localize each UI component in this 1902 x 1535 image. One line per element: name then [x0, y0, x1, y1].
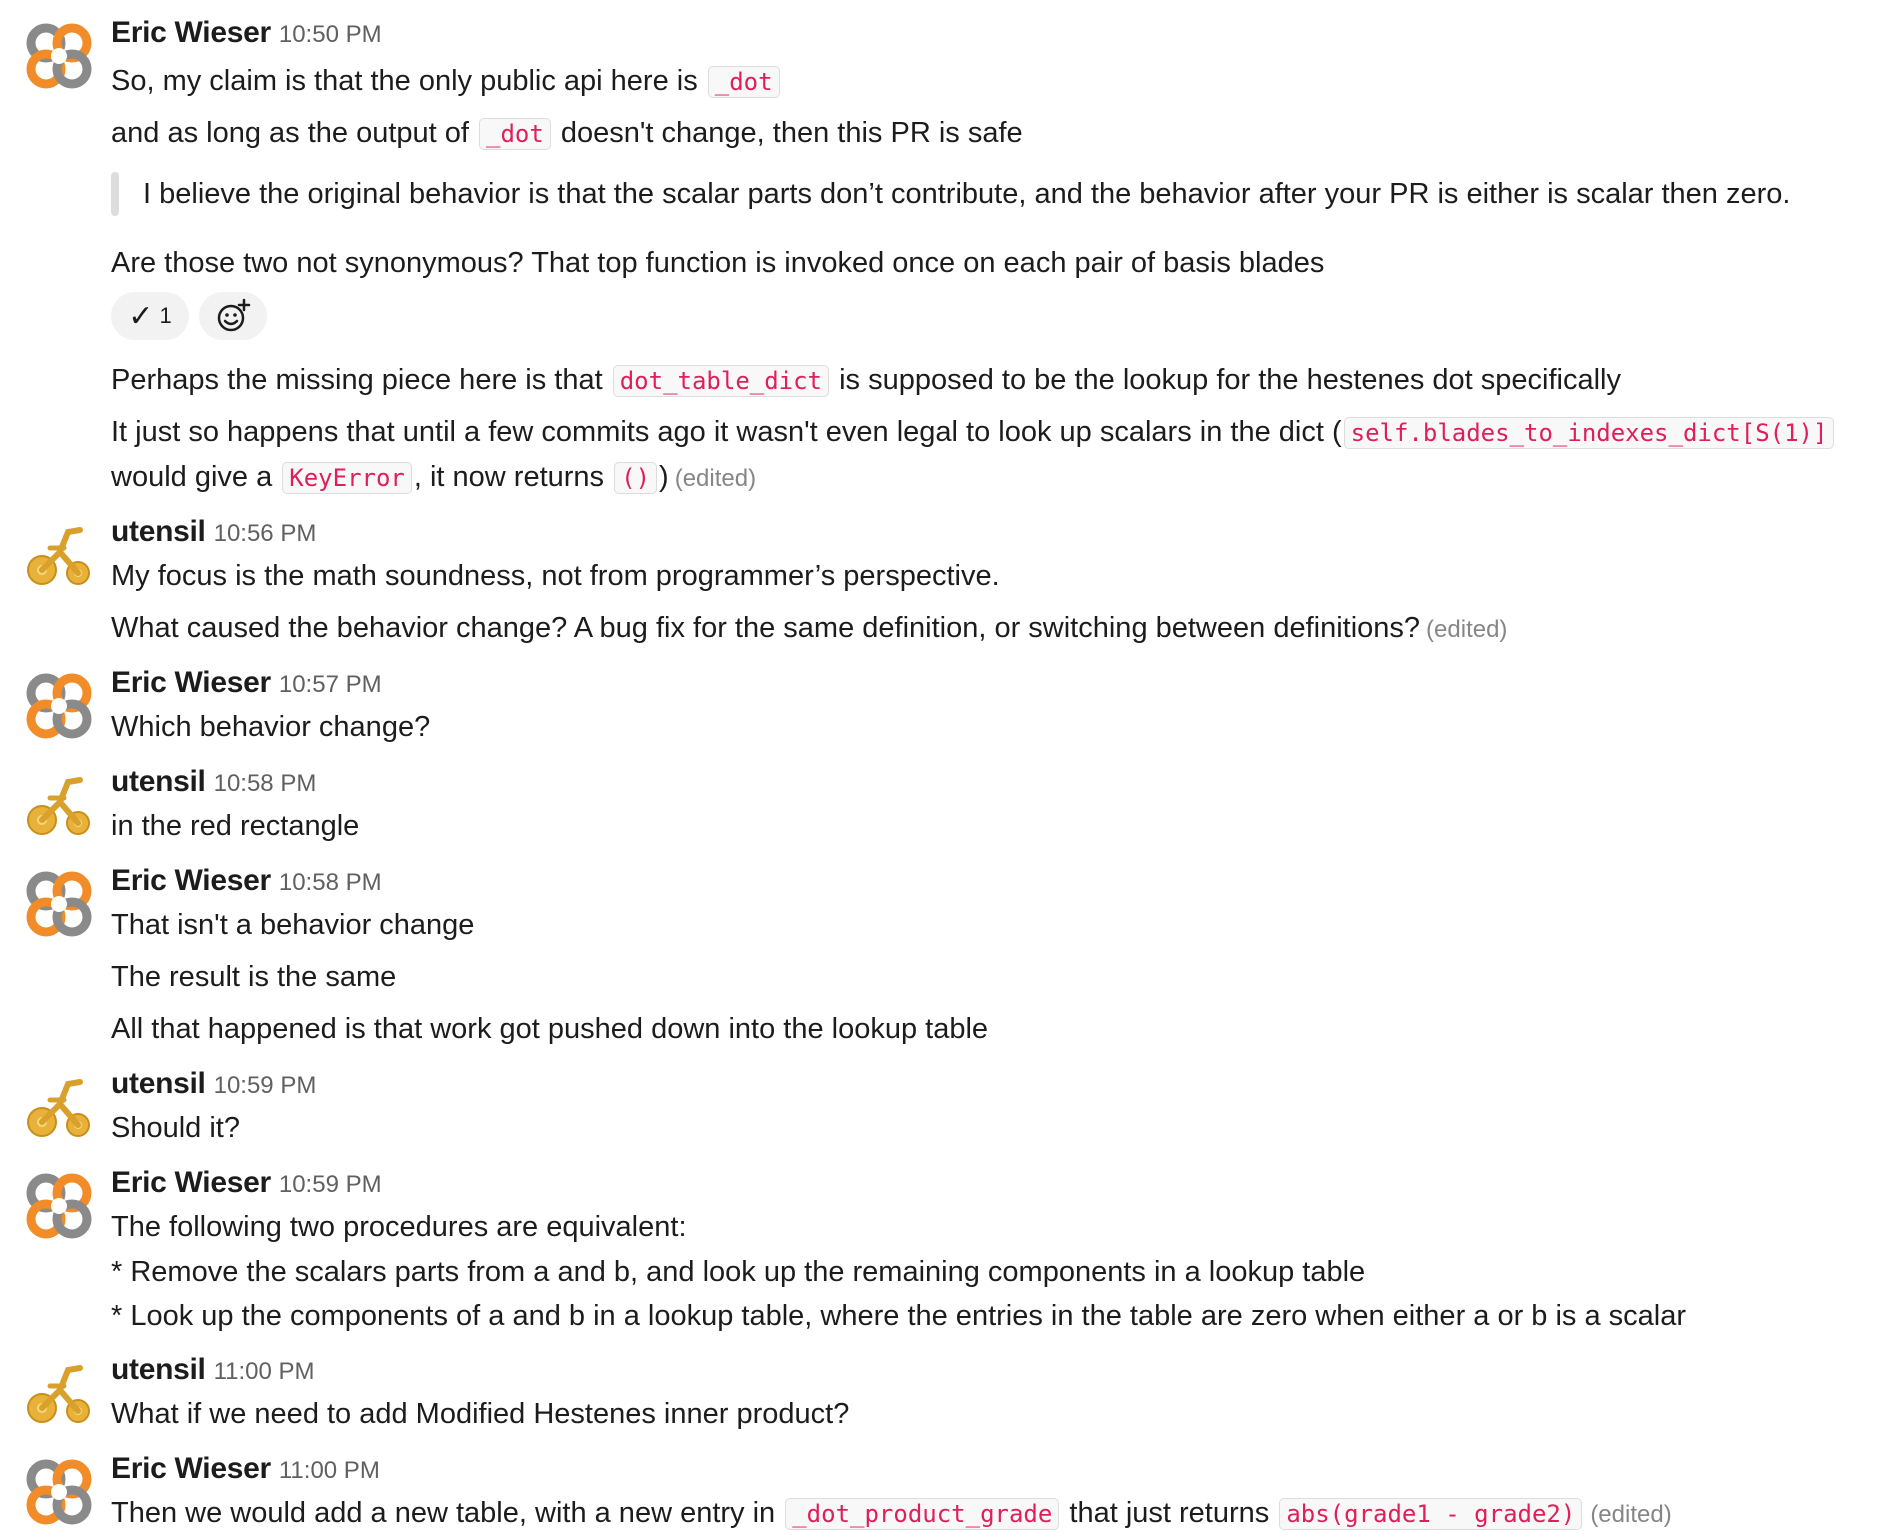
timestamp[interactable]: 11:00 PM: [278, 1457, 380, 1484]
message-text: * Look up the components of a and b in a lookup table, where the entries in the table are zero when either a or b is a scalar: [111, 1300, 1687, 1332]
edited-label: (edited): [1426, 616, 1508, 643]
orange-gray-knot-icon: [22, 1455, 96, 1529]
inline-code: _dot: [479, 118, 551, 150]
message-text: What if we need to add Modified Hestenes inner product?: [111, 1398, 850, 1430]
timestamp[interactable]: 10:56 PM: [213, 520, 317, 547]
add-reaction-button[interactable]: [199, 292, 267, 340]
inline-code: abs(grade1 - grade2): [1279, 1498, 1582, 1530]
blockquote-text: I believe the original behavior is that the scalar parts don’t contribute, and the behavior after your PR is either is scalar then zero.: [143, 178, 1791, 210]
add-reaction-icon: [215, 298, 251, 334]
inline-code: dot_table_dict: [613, 365, 829, 397]
avatar[interactable]: [22, 669, 96, 743]
message-text: Perhaps the missing piece here is that dot_table_dict is supposed to be the lookup for the hestenes dot specifically: [111, 364, 1621, 396]
message-header: [111, 861, 382, 901]
check-icon: ✓: [128, 299, 154, 333]
orange-gray-knot-icon: [22, 867, 96, 941]
author-name[interactable]: Eric Wieser: [111, 16, 271, 49]
message-text: That isn't a behavior change: [111, 909, 475, 941]
orange-gray-knot-icon: [22, 669, 96, 743]
message-text: would give a KeyError , it now returns () ) (edited): [111, 461, 757, 493]
edited-label: (edited): [1590, 1501, 1672, 1528]
timestamp[interactable]: 10:59 PM: [278, 1171, 382, 1198]
message-header: [111, 1064, 316, 1104]
message-header: [111, 512, 316, 552]
author-name[interactable]: utensil: [111, 515, 206, 548]
message-text: Which behavior change?: [111, 711, 431, 743]
avatar[interactable]: [22, 768, 96, 842]
message-text: Should it?: [111, 1112, 240, 1144]
inline-code: (): [614, 462, 657, 494]
message-text: The result is the same: [111, 961, 397, 993]
avatar[interactable]: [22, 518, 96, 592]
message-text: Then we would add a new table, with a new entry in _dot_product_grade that just returns abs(grade1 - grade2) (edited): [111, 1497, 1672, 1529]
timestamp[interactable]: 10:57 PM: [278, 671, 382, 698]
message-header: [111, 13, 382, 53]
golden-pasta-bicycle-icon: [22, 1070, 96, 1144]
orange-gray-knot-icon: [22, 1169, 96, 1243]
message-text: * Remove the scalars parts from a and b, and look up the remaining components in a lookup table: [111, 1256, 1366, 1288]
golden-pasta-bicycle-icon: [22, 1356, 96, 1430]
author-name[interactable]: Eric Wieser: [111, 1166, 271, 1199]
reaction-check[interactable]: [111, 292, 189, 340]
avatar[interactable]: [22, 1169, 96, 1243]
author-name[interactable]: Eric Wieser: [111, 1452, 271, 1485]
timestamp[interactable]: 10:58 PM: [213, 770, 317, 797]
author-name[interactable]: Eric Wieser: [111, 666, 271, 699]
message-header: [111, 762, 316, 802]
message-text: My focus is the math soundness, not from programmer’s perspective.: [111, 560, 1000, 592]
avatar[interactable]: [22, 1356, 96, 1430]
message-text: What caused the behavior change? A bug fix for the same definition, or switching between definitions? (edited): [111, 612, 1508, 644]
message-text: Are those two not synonymous? That top function is invoked once on each pair of basis blades: [111, 247, 1325, 279]
inline-code: _dot: [708, 66, 780, 98]
message-header: [111, 1350, 315, 1390]
message-header: [111, 1449, 380, 1489]
timestamp[interactable]: 10:50 PM: [278, 21, 382, 48]
reaction-count: 1: [159, 303, 172, 328]
message-text: The following two procedures are equivalent:: [111, 1211, 687, 1243]
inline-code: _dot_product_grade: [785, 1498, 1059, 1530]
blockquote-bar: [111, 172, 119, 216]
message-text: and as long as the output of _dot doesn't change, then this PR is safe: [111, 117, 1023, 149]
inline-code: KeyError: [282, 462, 412, 494]
message-text: It just so happens that until a few commits ago it wasn't even legal to look up scalars in the dict ( self.blades_to_indexes_dict[S(1)]: [111, 412, 1836, 453]
timestamp[interactable]: 10:59 PM: [213, 1072, 317, 1099]
golden-pasta-bicycle-icon: [22, 768, 96, 842]
message-text: All that happened is that work got pushed down into the lookup table: [111, 1013, 989, 1045]
timestamp[interactable]: 10:58 PM: [278, 869, 382, 896]
avatar[interactable]: [22, 1070, 96, 1144]
author-name[interactable]: utensil: [111, 1353, 206, 1386]
timestamp[interactable]: 11:00 PM: [213, 1358, 315, 1385]
avatar[interactable]: [22, 1455, 96, 1529]
message-text: So, my claim is that the only public api here is _dot: [111, 61, 782, 102]
author-name[interactable]: Eric Wieser: [111, 864, 271, 897]
avatar[interactable]: [22, 19, 96, 93]
author-name[interactable]: utensil: [111, 1067, 206, 1100]
author-name[interactable]: utensil: [111, 765, 206, 798]
inline-code: self.blades_to_indexes_dict[S(1)]: [1344, 417, 1835, 449]
avatar[interactable]: [22, 867, 96, 941]
edited-label: (edited): [674, 465, 757, 492]
message-header: [111, 1163, 382, 1203]
golden-pasta-bicycle-icon: [22, 518, 96, 592]
message-header: [111, 663, 382, 703]
orange-gray-knot-icon: [22, 19, 96, 93]
message-text: in the red rectangle: [111, 810, 360, 842]
